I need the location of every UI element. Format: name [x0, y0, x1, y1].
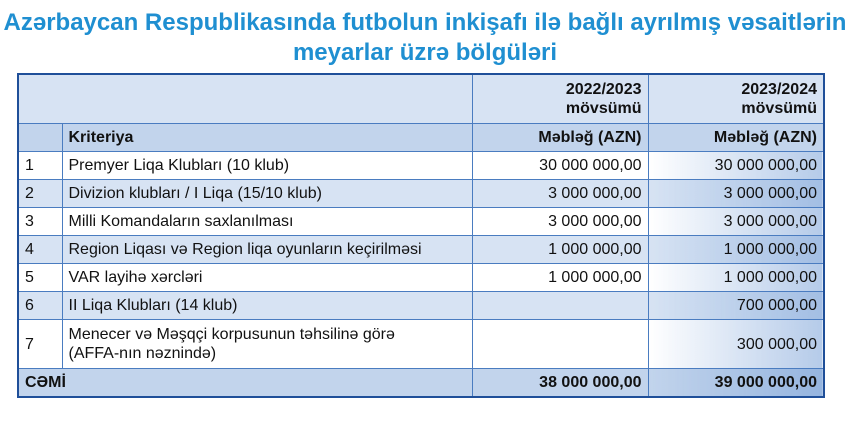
table-row	[18, 320, 824, 369]
row-criteria: II Liqa Klubları (14 klub)	[62, 292, 472, 320]
total-label: CƏMİ	[18, 369, 472, 398]
row-index: 4	[18, 236, 62, 264]
header-blank-cell	[18, 74, 472, 124]
amount-header-2023: Məbləğ (AZN)	[472, 124, 648, 152]
season-year: 2023/2024	[741, 81, 817, 98]
title-line-2: meyarlar üzrə bölgüləri	[292, 39, 558, 66]
row-amount-2023: 1 000 000,00	[472, 236, 648, 264]
row-amount-2023: 30 000 000,00	[472, 152, 648, 180]
row-criteria-line-2: (AFFA-nın nəznində)	[68, 345, 217, 362]
title-line-1: Azərbaycan Respublikasında futbolun inkişafı ilə bağlı ayrılmış vəsaitlərin	[3, 9, 847, 36]
season-2022-2023-header	[472, 74, 648, 124]
row-amount-2024: 1 000 000,00	[648, 236, 824, 264]
season-label: mövsümü	[565, 100, 642, 117]
table-row	[18, 180, 824, 208]
season-year: 2022/2023	[565, 81, 642, 98]
column-header-row	[18, 124, 824, 152]
row-criteria	[62, 320, 472, 369]
row-amount-2023: 1 000 000,00	[472, 264, 648, 292]
row-criteria: Region Liqası və Region liqa oyunların keçirilməsi	[62, 236, 472, 264]
row-criteria: Premyer Liqa Klubları (10 klub)	[62, 152, 472, 180]
total-amount-2023: 38 000 000,00	[472, 369, 648, 398]
row-index: 7	[18, 320, 62, 369]
row-criteria: VAR layihə xərcləri	[62, 264, 472, 292]
total-amount-2024: 39 000 000,00	[648, 369, 824, 398]
row-amount-2023	[472, 320, 648, 369]
row-amount-2024: 3 000 000,00	[648, 180, 824, 208]
criteria-header: Kriteriya	[62, 124, 472, 152]
index-header-cell	[18, 124, 62, 152]
table-row	[18, 264, 824, 292]
table-row	[18, 208, 824, 236]
total-row	[18, 369, 824, 398]
row-index: 6	[18, 292, 62, 320]
row-criteria: Milli Komandaların saxlanılması	[62, 208, 472, 236]
row-index: 3	[18, 208, 62, 236]
page-title	[0, 8, 850, 68]
row-index: 2	[18, 180, 62, 208]
funding-table	[17, 73, 825, 398]
row-amount-2023	[472, 292, 648, 320]
season-header-row	[18, 74, 824, 124]
row-amount-2024: 30 000 000,00	[648, 152, 824, 180]
amount-header-2024: Məbləğ (AZN)	[648, 124, 824, 152]
row-index: 1	[18, 152, 62, 180]
row-amount-2023: 3 000 000,00	[472, 180, 648, 208]
row-amount-2023: 3 000 000,00	[472, 208, 648, 236]
row-amount-2024: 3 000 000,00	[648, 208, 824, 236]
row-amount-2024: 1 000 000,00	[648, 264, 824, 292]
row-amount-2024: 700 000,00	[648, 292, 824, 320]
season-label: mövsümü	[741, 100, 817, 117]
row-criteria-line-1: Menecer və Məşqçi korpusunun təhsilinə görə	[68, 326, 395, 343]
table-row	[18, 152, 824, 180]
row-amount-2024: 300 000,00	[648, 320, 824, 369]
row-index: 5	[18, 264, 62, 292]
row-criteria: Divizion klubları / I Liqa (15/10 klub)	[62, 180, 472, 208]
table-row	[18, 292, 824, 320]
season-2023-2024-header	[648, 74, 824, 124]
table-row	[18, 236, 824, 264]
